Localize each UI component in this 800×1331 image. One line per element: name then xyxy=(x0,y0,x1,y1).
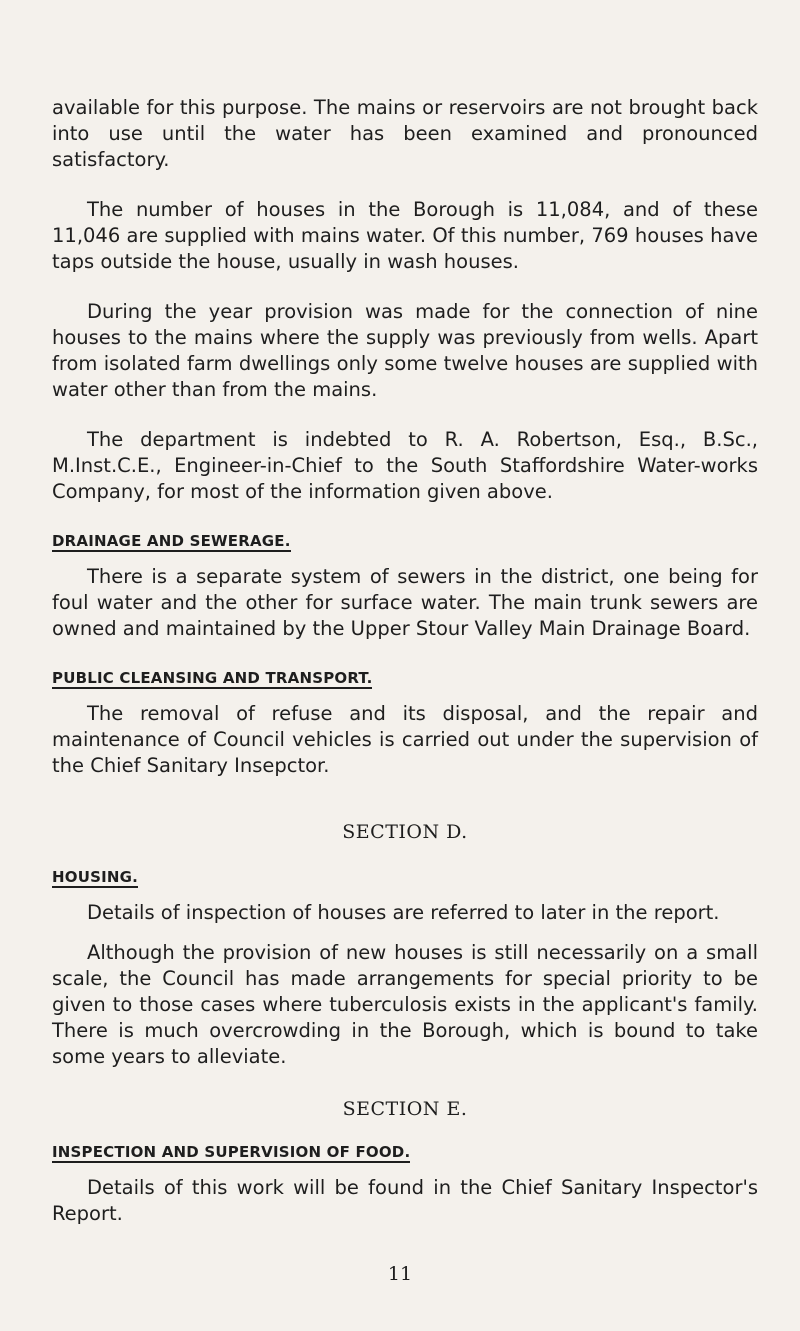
section-d-title: SECTION D. xyxy=(342,821,468,843)
heading-drainage-sewerage: DRAINAGE AND SEWERAGE. xyxy=(52,532,291,550)
paragraph-mains-connection: During the year provision was made for the connection of nine houses to the mains where the supply was previously from wells. Apart from isolated farm dwellings only some twelve houses are supplied with water other than from the mains. xyxy=(52,300,758,401)
heading-housing: HOUSING. xyxy=(52,868,139,886)
paragraph-new-houses: Although the provision of new houses is still necessarily on a small scale, the Council has made arrangements for special priority to be given to those cases where tuberculosis exists in the applicant's family. There is much overcrowding in the Borough, which is bound to take some years to alleviate. xyxy=(52,941,758,1068)
paragraph-acknowledgement: The department is indebted to R. A. Robertson, Esq., B.Sc., M.Inst.C.E., Engineer-in-Chief to the South Staffordshire Water-works Company, for most of the information given above. xyxy=(52,428,758,503)
heading-food-inspection: INSPECTION AND SUPERVISION OF FOOD. xyxy=(52,1143,411,1161)
paragraph-sewers: There is a separate system of sewers in the district, one being for foul water and the other for surface water. The main trunk sewers are owned and maintained by the Upper Stour Valley Main Drainage Board. xyxy=(52,565,758,640)
paragraph-inspector-report: Details of this work will be found in the Chief Sanitary Inspector's Report. xyxy=(52,1176,758,1225)
paragraph-inspection-details: Details of inspection of houses are referred to later in the report. xyxy=(87,901,720,924)
paragraph-houses-count: The number of houses in the Borough is 11,084, and of these 11,046 are supplied with mains water. Of this number, 769 houses have taps outside the house, usually in wash houses. xyxy=(52,198,758,273)
document-page xyxy=(52,95,758,1247)
heading-public-cleansing: PUBLIC CLEANSING AND TRANSPORT. xyxy=(52,669,373,687)
paragraph-refuse-removal: The removal of refuse and its disposal, and the repair and maintenance of Council vehicles is carried out under the supervision of the Chief Sanitary Insepctor. xyxy=(52,702,758,777)
paragraph-water-examination: available for this purpose. The mains or reservoirs are not brought back into use until the water has been examined and pronounced satisfactory. xyxy=(52,96,758,171)
section-e-title: SECTION E. xyxy=(342,1098,468,1120)
page-number: 11 xyxy=(387,1263,413,1285)
